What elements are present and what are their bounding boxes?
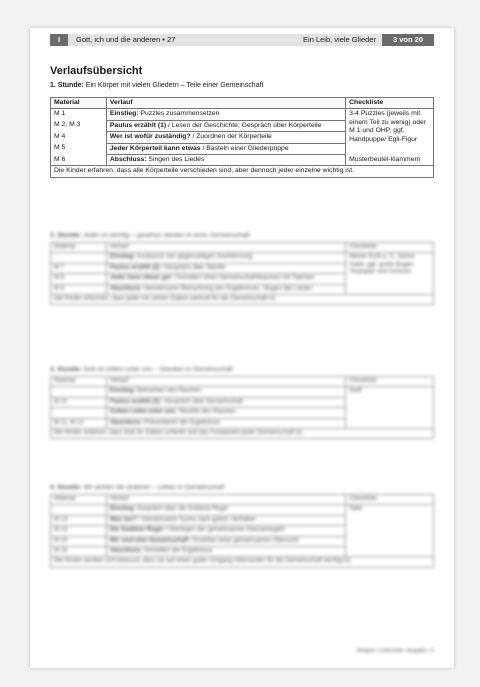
lesson2-topic: Jeder ist wichtig – gesehen werden in einer Gemeinschaft bbox=[83, 232, 250, 239]
verlauf-cell bbox=[106, 418, 345, 428]
verlauf-cell bbox=[106, 263, 345, 273]
step-title: Was tun? bbox=[109, 516, 137, 523]
col-checkliste: Checkliste bbox=[346, 98, 434, 109]
step-text: Gemeinsame Betrachtung des Ergebnisses; Singen des Liedes bbox=[142, 285, 313, 292]
verlauf-cell bbox=[106, 155, 345, 166]
lesson3-table bbox=[50, 376, 434, 439]
lesson1-table bbox=[50, 97, 434, 178]
verlauf-cell bbox=[106, 397, 345, 407]
checklist-cell: 3-4 Puzzles (jeweils mit einem Teil zu wenig) oder M 1 und OHP, ggf. Handpuppe/ Egli-Figur bbox=[346, 109, 434, 155]
material-cell: M 1 bbox=[51, 109, 107, 120]
table-row bbox=[51, 253, 434, 263]
step-title: Wir sind eine Gemeinschaft bbox=[109, 537, 189, 544]
material-cell: M 14 bbox=[51, 526, 107, 536]
verlauf-cell bbox=[106, 515, 345, 525]
table-row bbox=[51, 155, 434, 166]
step-text: Betrachten des Raumes bbox=[135, 388, 202, 395]
lesson1-topic: Ein Körper mit vielen Gliedern – Teile einer Gemeinschaft bbox=[85, 82, 264, 89]
step-text: Vorstellen der Ergebnisse bbox=[142, 548, 213, 555]
col-material: Material bbox=[51, 377, 107, 387]
lesson1-summary: Die Kinder erfahren, dass alle Körperteile verschieden sind, aber dennoch jeder einzelne wichtig ist. bbox=[51, 166, 434, 177]
col-material: Material bbox=[51, 98, 107, 109]
material-cell: M 13 bbox=[51, 515, 107, 525]
lesson4-section bbox=[50, 484, 434, 568]
verlauf-cell bbox=[106, 253, 345, 263]
step-text: / Gespräch über Talente bbox=[159, 264, 226, 271]
step-title: Einstieg: bbox=[109, 110, 139, 118]
header-left-text: Gott, ich und die anderen • 27 bbox=[76, 35, 176, 44]
verlauf-cell bbox=[106, 120, 345, 131]
verlauf-cell bbox=[106, 132, 345, 143]
step-text: Präsentieren der Ergebnisse bbox=[142, 419, 220, 426]
verlauf-cell bbox=[106, 536, 345, 546]
page-title: Verlaufsübersicht bbox=[50, 65, 143, 77]
checklist-cell: Musterbeutel-klammern bbox=[346, 155, 434, 166]
step-title: Gottes Liebe unter uns bbox=[109, 409, 176, 416]
material-cell: M 15 bbox=[51, 536, 107, 546]
verlauf-cell bbox=[106, 387, 345, 397]
page-footer: Religion • Unterstufe • Ausgabe • 5 bbox=[357, 648, 434, 654]
checklist-cell: Stoff bbox=[346, 387, 434, 429]
step-title: Abschluss: bbox=[109, 156, 147, 164]
step-title: Einstieg: bbox=[109, 388, 136, 395]
step-title: Die Goldene Regel bbox=[109, 527, 163, 534]
material-cell bbox=[51, 253, 107, 263]
col-material: Material bbox=[51, 495, 107, 505]
lesson2-label: 2. Stunde: bbox=[50, 232, 82, 239]
col-checkliste: Checkliste bbox=[346, 495, 434, 505]
lesson4-table bbox=[50, 494, 434, 568]
step-text: / Gespräch über Gemeinschaft bbox=[159, 398, 243, 405]
step-text: / Erstellen einer gemeinsamen Übersicht bbox=[188, 537, 299, 544]
lesson4-topic: Wir achten die anderen – Leben in Gemeinschaft bbox=[83, 484, 225, 491]
page-indicator: 3 von 20 bbox=[382, 34, 434, 46]
lesson2-summary: Die Kinder erkennen, dass jeder mit seinen Gaben wertvoll für die Gemeinschaft ist. bbox=[51, 295, 434, 305]
document-page bbox=[30, 28, 454, 668]
step-text: / Lesen der Geschichte; Gespräch über Körperteile bbox=[166, 121, 322, 129]
checklist-cell: kleiner Korb o. Ä., kleine Gabe; ggf. große Bogen Tonpapier und Scheren bbox=[346, 253, 434, 295]
lesson1-label: 1. Stunde: bbox=[50, 82, 84, 89]
lesson4-summary: Die Kinder werden sich bewusst, dass sie auf einen guten Umgang miteinander für die Gemeinschaft wichtig ist. bbox=[51, 557, 434, 567]
material-cell: M 8 bbox=[51, 274, 107, 284]
col-checkliste: Checkliste bbox=[346, 377, 434, 387]
step-text: Austausch von gegenseitigen Anerkennung bbox=[135, 254, 252, 261]
material-cell bbox=[51, 505, 107, 515]
material-cell: M 11, M 12 bbox=[51, 418, 107, 428]
material-cell: M 4 bbox=[51, 132, 107, 143]
verlauf-cell bbox=[106, 408, 345, 418]
lesson4-label: 4. Stunde: bbox=[50, 484, 82, 491]
step-text: / Basteln einer Gliederpuppe bbox=[200, 144, 289, 152]
col-verlauf: Verlauf bbox=[106, 377, 345, 387]
step-title: Jeder kann etwas gut bbox=[109, 275, 171, 282]
step-text: Puzzles zusammensetzen bbox=[138, 110, 220, 118]
col-verlauf: Verlauf bbox=[106, 495, 345, 505]
material-cell bbox=[51, 408, 107, 418]
checklist-cell: Tafel bbox=[346, 505, 434, 557]
step-text: Gespräch über die Goldene Regel bbox=[135, 506, 228, 513]
table-row bbox=[51, 109, 434, 120]
material-cell bbox=[51, 387, 107, 397]
verlauf-cell bbox=[106, 143, 345, 154]
step-text: Singen des Liedes bbox=[146, 156, 205, 164]
col-material: Material bbox=[51, 243, 107, 253]
material-cell: M 7 bbox=[51, 263, 107, 273]
lesson3-topic: Gott ist mitten unter uns – Glauben in Gemeinschaft bbox=[83, 366, 233, 373]
lesson3-section bbox=[50, 366, 434, 439]
chapter-number: I bbox=[50, 34, 68, 46]
table-row bbox=[51, 505, 434, 515]
step-title: Abschluss: bbox=[109, 285, 143, 292]
verlauf-cell bbox=[106, 526, 345, 536]
step-title: Paulus erzählt (1) bbox=[109, 121, 167, 129]
verlauf-cell bbox=[106, 284, 345, 294]
step-text: / Überlegen der gemeinsamen Klassenregeln bbox=[162, 527, 285, 534]
step-title: Abschluss: bbox=[109, 419, 143, 426]
lesson2-section bbox=[50, 232, 434, 305]
step-text: / Gestalten eines Gemeinschaftsbaumes mit Talenten bbox=[170, 275, 315, 282]
material-cell: M 6 bbox=[51, 155, 107, 166]
step-title: Einstieg: bbox=[109, 254, 136, 261]
step-title: Abschluss: bbox=[109, 548, 143, 555]
material-cell: M 16 bbox=[51, 547, 107, 557]
material-cell: M 2, M 3 bbox=[51, 120, 107, 131]
step-title: Jeder Körperteil kann etwas bbox=[109, 144, 201, 152]
step-title: Paulus erzählt (3) bbox=[109, 398, 160, 405]
lesson3-summary: Die Kinder erfahren, dass Gott ihr Gaben schenkt und das Fundament jeder Gemeinschaft ist. bbox=[51, 429, 434, 439]
lesson2-table bbox=[50, 242, 434, 305]
step-title: Paulus erzählt (2) bbox=[109, 264, 160, 271]
verlauf-cell bbox=[106, 547, 345, 557]
table-row bbox=[51, 387, 434, 397]
lesson3-heading bbox=[50, 366, 434, 373]
step-text: / Gemeinsame Suche nach gutem Verhalten bbox=[136, 516, 257, 523]
material-cell: M 9 bbox=[51, 284, 107, 294]
header-bar bbox=[50, 34, 434, 46]
step-title: Einstieg: bbox=[109, 506, 136, 513]
material-cell: M 5 bbox=[51, 143, 107, 154]
col-verlauf: Verlauf bbox=[106, 243, 345, 253]
lesson3-label: 3. Stunde: bbox=[50, 366, 82, 373]
step-title: Wer ist wofür zuständig? bbox=[109, 133, 191, 141]
verlauf-cell bbox=[106, 109, 345, 120]
material-cell: M 10 bbox=[51, 397, 107, 407]
col-checkliste: Checkliste bbox=[346, 243, 434, 253]
lesson1-heading bbox=[50, 82, 263, 89]
verlauf-cell bbox=[106, 274, 345, 284]
step-text: / Basteln des Raumes bbox=[175, 409, 236, 416]
header-right-text: Ein Leib, viele Glieder bbox=[303, 35, 376, 44]
lesson4-heading bbox=[50, 484, 434, 491]
verlauf-cell bbox=[106, 505, 345, 515]
step-text: / Zuordnen der Körperteile bbox=[190, 133, 272, 141]
lesson2-heading bbox=[50, 232, 434, 239]
col-verlauf: Verlauf bbox=[106, 98, 345, 109]
